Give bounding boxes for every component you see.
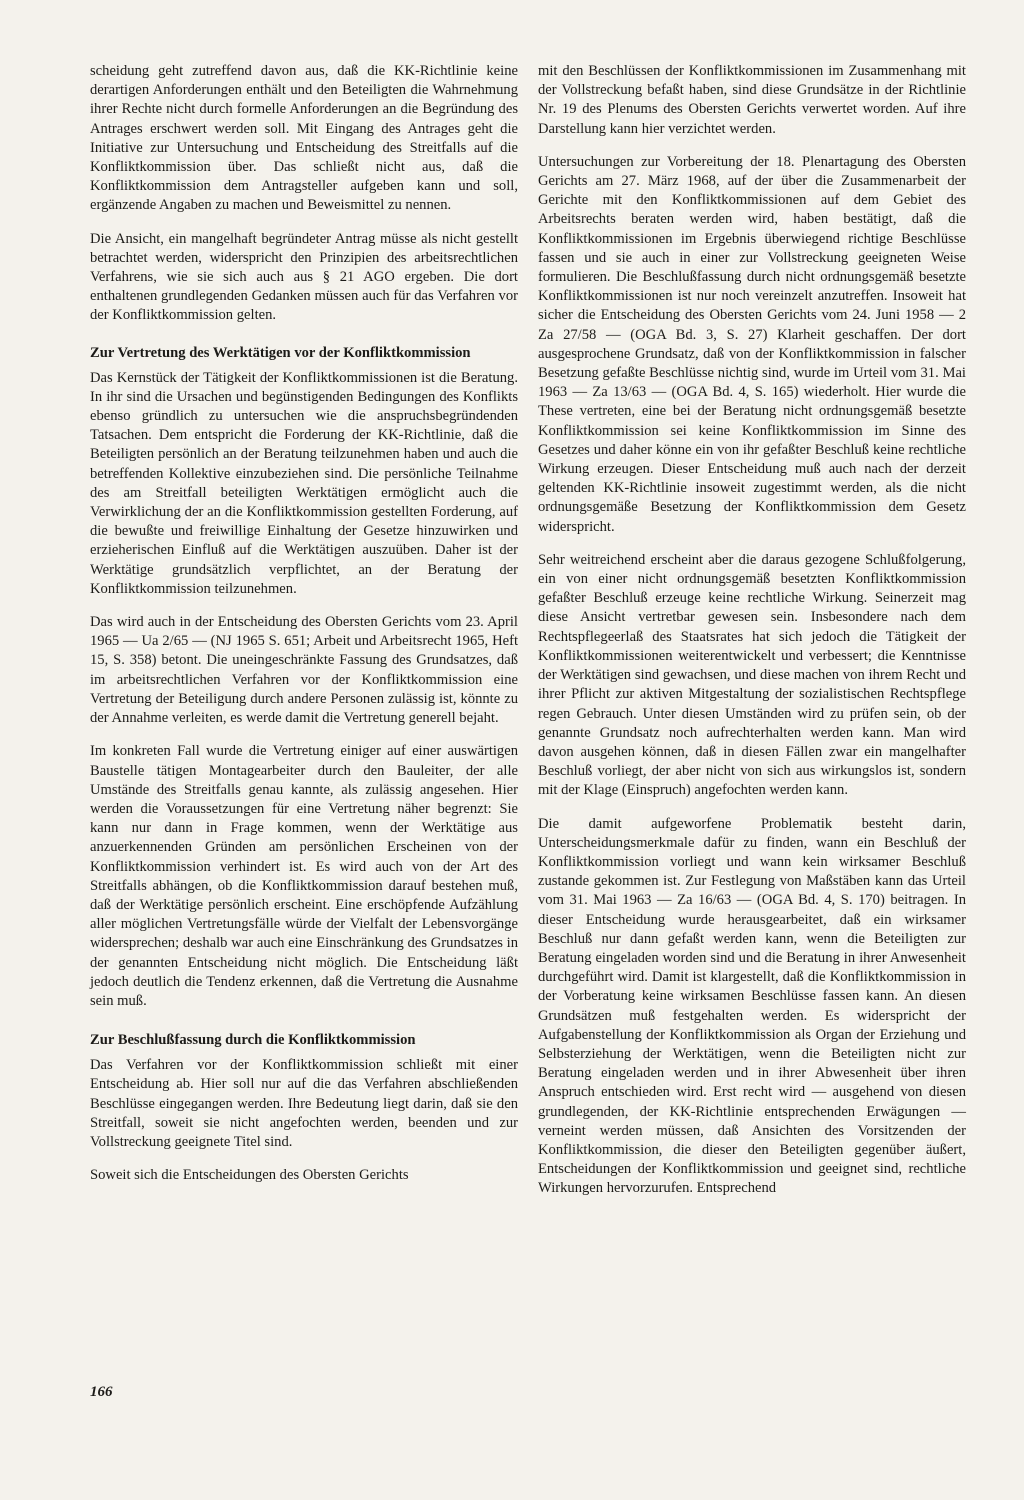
left-paragraph-5: Im konkreten Fall wurde die Vertretung einiger auf einer auswärtigen Baustelle tätigen Montagearbeiter durch den Bauleiter, der alle Umstände des Streitfalls genau kannte, als zulässig angesehen. Hier werden die Voraussetzungen für eine Vertretung näher begrenzt: Sie kann nur dann in Frage kommen, wenn der Werktätige aus anzuerkennenden Gründen am persönlichen Erscheinen von der Konfliktkommission verhindert ist. Es wird auch von der Art des Streitfalls abhängen, ob die Konfliktkommission darauf bestehen muß, daß der Werktätige persönlich erscheint. Eine erschöpfende Aufzählung aller möglichen Vertretungsfälle würde der Vielfalt der Lebensvorgänge widersprechen; deshalb war auch eine Einschränkung des Grundsatzes in der genannten Entscheidung nicht möglich. Die Entscheidung läßt jedoch deutlich die Tendenz erkennen, daß die Vertretung die Ausnahme sein muß. [90, 743, 518, 1009]
right-paragraph-2: Untersuchungen zur Vorbereitung der 18. Plenartagung des Obersten Gerichts am 27. März 1968, auf der über die Zusammenarbeit der Gerichte mit den Konfliktkommissionen auf dem Gebiet des Arbeitsrechts beraten werden wird, haben bestätigt, daß die Konfliktkommissionen im Ergebnis überwiegend richtige Beschlüsse fassen und sie auch in einer zur Vollstreckung geeigneten Weise formulieren. Die Beschlußfassung durch nicht ordnungsgemäß besetzte Konfliktkommissionen ist nur noch vereinzelt anzutreffen. Insoweit hat sicher die Entscheidung des Obersten Gerichts vom 24. Juni 1958 — 2 Za 27/58 — (OGA Bd. 3, S. 27) Klarheit geschaffen. Der dort ausgesprochene Grundsatz, daß von der Konfliktkommission in falscher Besetzung gefaßte Beschlüsse nichtig sind, wurde im Urteil vom 31. Mai 1963 — Za 13/63 — (OGA Bd. 4, S. 165) wiederholt. Hier wurde die These vertreten, eine bei der Beratung nicht ordnungsgemäß besetzte Konfliktkommission sei keine Konfliktkommission im Sinne des Gesetzes und daher könne ein von ihr gefaßter Beschluß keine rechtliche Wirkung erzeugen. Dieser Entscheidung muß auch nach der derzeit geltenden KK-Richtlinie insoweit zugestimmt werden, als die nicht ordnungsgemäße Besetzung der Konfliktkommission dem Gesetz widerspricht. [538, 153, 966, 535]
right-column [538, 62, 966, 1213]
left-paragraph-6: Das Verfahren vor der Konfliktkommission schließt mit einer Entscheidung ab. Hier soll nur auf die das Verfahren abschließenden Beschlüsse eingegangen werden. Ihre Bedeutung liegt darin, daß sie den Streitfall, soweit sie nicht angefochten werden, beenden und zur Vollstreckung geeignete Titel sind. [90, 1057, 518, 1150]
section-heading-vertretung: Zur Vertretung des Werktätigen vor der Konfliktkommission [90, 344, 471, 361]
right-paragraph-3: Sehr weitreichend erscheint aber die daraus gezogene Schlußfolgerung, ein von einer nicht ordnungsgemäß besetzten Konfliktkommission gefaßter Beschluß erzeuge keine rechtliche Wirkung. Seinerzeit mag diese Ansicht vertretbar gewesen sein. Insbesondere nach dem Rechtspflegeerlaß des Staatsrates hat sich jedoch die Tätigkeit der Konfliktkommissionen weiterentwickelt und verbessert; die Kenntnisse der Werktätigen sind gewachsen, und diese machen von ihrem Recht und ihrer Pflicht zur aktiven Mitgestaltung der sozialistischen Rechtspflege regen Gebrauch. Unter diesen Umständen wird zu prüfen sein, ob der genannte Grundsatz noch aufrechterhalten werden kann. Man wird davon ausgehen können, daß in diesen Fällen zwar ein mangelhafter Beschluß vorliegt, der aber nicht von sich aus wirkungslos ist, sondern mit der Klage (Einspruch) angefochten werden kann. [538, 551, 966, 799]
left-paragraph-1: scheidung geht zutreffend davon aus, daß die KK-Richtlinie keine derartigen Anforderungen enthält und den Beteiligten die Wahrnehmung ihrer Rechte nicht durch formelle Anforderungen an die Begründung des Antrages erschwert werden soll. Mit Eingang des Antrages geht die Initiative zur Untersuchung und Entscheidung des Streitfalls auf die Konfliktkommission über. Das schließt nicht aus, daß die Konfliktkommission dem Antragsteller aufgeben kann und soll, ergänzende Angaben zu machen und Beweismittel zu nennen. [90, 63, 518, 214]
left-paragraph-2: Die Ansicht, ein mangelhaft begründeter Antrag müsse als nicht gestellt betrachtet werden, widerspricht den Prinzipien des arbeitsrechtlichen Verfahrens, wie sie sich auch aus § 21 AGO ergeben. Die dort enthaltenen grundlegenden Gedanken müssen auch für das Verfahren vor der Konfliktkommission gelten. [90, 230, 518, 324]
right-paragraph-4: Die damit aufgeworfene Problematik besteht darin, Unterscheidungsmerkmale dafür zu finden, wann ein Beschluß der Konfliktkommission vorliegt und wann kein wirksamer Beschluß zustande gekommen ist. Zur Festlegung von Maßstäben kann das Urteil vom 31. Mai 1963 — Za 16/63 — (OGA Bd. 4, S. 170) beitragen. In dieser Entscheidung wurde herausgearbeitet, daß ein wirksamer Beschluß nur dann gefaßt werden kann, wenn die Beteiligten zur Beratung eingeladen worden sind und die Beratung in ihrer Anwesenheit durchgeführt wird. Damit ist klargestellt, daß die Konfliktkommission in der Vorberatung keine wirksamen Beschlüsse fassen kann. An diesen Grundsätzen muß festgehalten werden. Es widerspricht der Aufgabenstellung der Konfliktkommission als Organ der Erziehung und Selbsterziehung der Werktätigen, wenn die Beteiligten nicht zur Beratung eingeladen werden und in ihrer Abwesenheit über ihren Anspruch entschieden wird. Erst recht wird — ausgehend von diesen grundlegenden, der KK-Richtlinie entsprechenden Erwägungen — verneint werden müssen, daß Ansichten des Vorsitzenden der Konfliktkommission, die dieser den Beteiligten gegenüber äußert, Entscheidungen der Konfliktkommission und geeignet sind, rechtliche Wirkungen hervorzurufen. Entsprechend [538, 815, 966, 1197]
left-paragraph-3: Das Kernstück der Tätigkeit der Konfliktkommissionen ist die Beratung. In ihr sind die Ursachen und begünstigenden Bedingungen des Konflikts ebenso gründlich zu untersuchen wie die anspruchsbegründenden Tatsachen. Dem entspricht die Forderung der KK-Richtlinie, daß die Beteiligten persönlich an der Beratung teilzunehmen haben und auch die betreffenden Kollektive einzubeziehen sind. Die persönliche Teilnahme des am Streitfall beteiligten Werktätigen ermöglicht auch die Verwirklichung der an die Konfliktkommission gestellten Forderung, auf die bewußte und freiwillige Einhaltung der Gesetze hinzuwirken und erzieherischen Einfluß auf die Werktätigen auszuüben. Daher ist der Werktätige grundsätzlich verpflichtet, an der Beratung der Konfliktkommission teilzunehmen. [90, 369, 518, 597]
page-number: 166 [90, 1384, 113, 1400]
left-paragraph-7: Soweit sich die Entscheidungen des Obersten Gerichts [90, 1167, 409, 1184]
left-column [90, 62, 518, 1199]
right-paragraph-1: mit den Beschlüssen der Konfliktkommissionen im Zusammenhang mit der Vollstreckung befaßt haben, sind diese Grundsätze in der Richtlinie Nr. 19 des Plenums des Obersten Gerichts verwertet worden. Auf ihre Darstellung kann hier verzichtet werden. [538, 63, 966, 137]
left-paragraph-4: Das wird auch in der Entscheidung des Obersten Gerichts vom 23. April 1965 — Ua 2/65 — (NJ 1965 S. 651; Arbeit und Arbeitsrecht 1965, Heft 15, S. 358) betont. Die uneingeschränkte Fassung des Grundsatzes, daß im arbeitsrechtlichen Verfahren vor der Konfliktkommission eine Vertretung der Beteiligung durch andere Personen zulässig ist, könnte zu der Annahme verleiten, es werde damit die Vertretung generell bejaht. [90, 614, 518, 727]
section-heading-beschlussfassung: Zur Beschlußfassung durch die Konfliktkommission [90, 1032, 416, 1049]
